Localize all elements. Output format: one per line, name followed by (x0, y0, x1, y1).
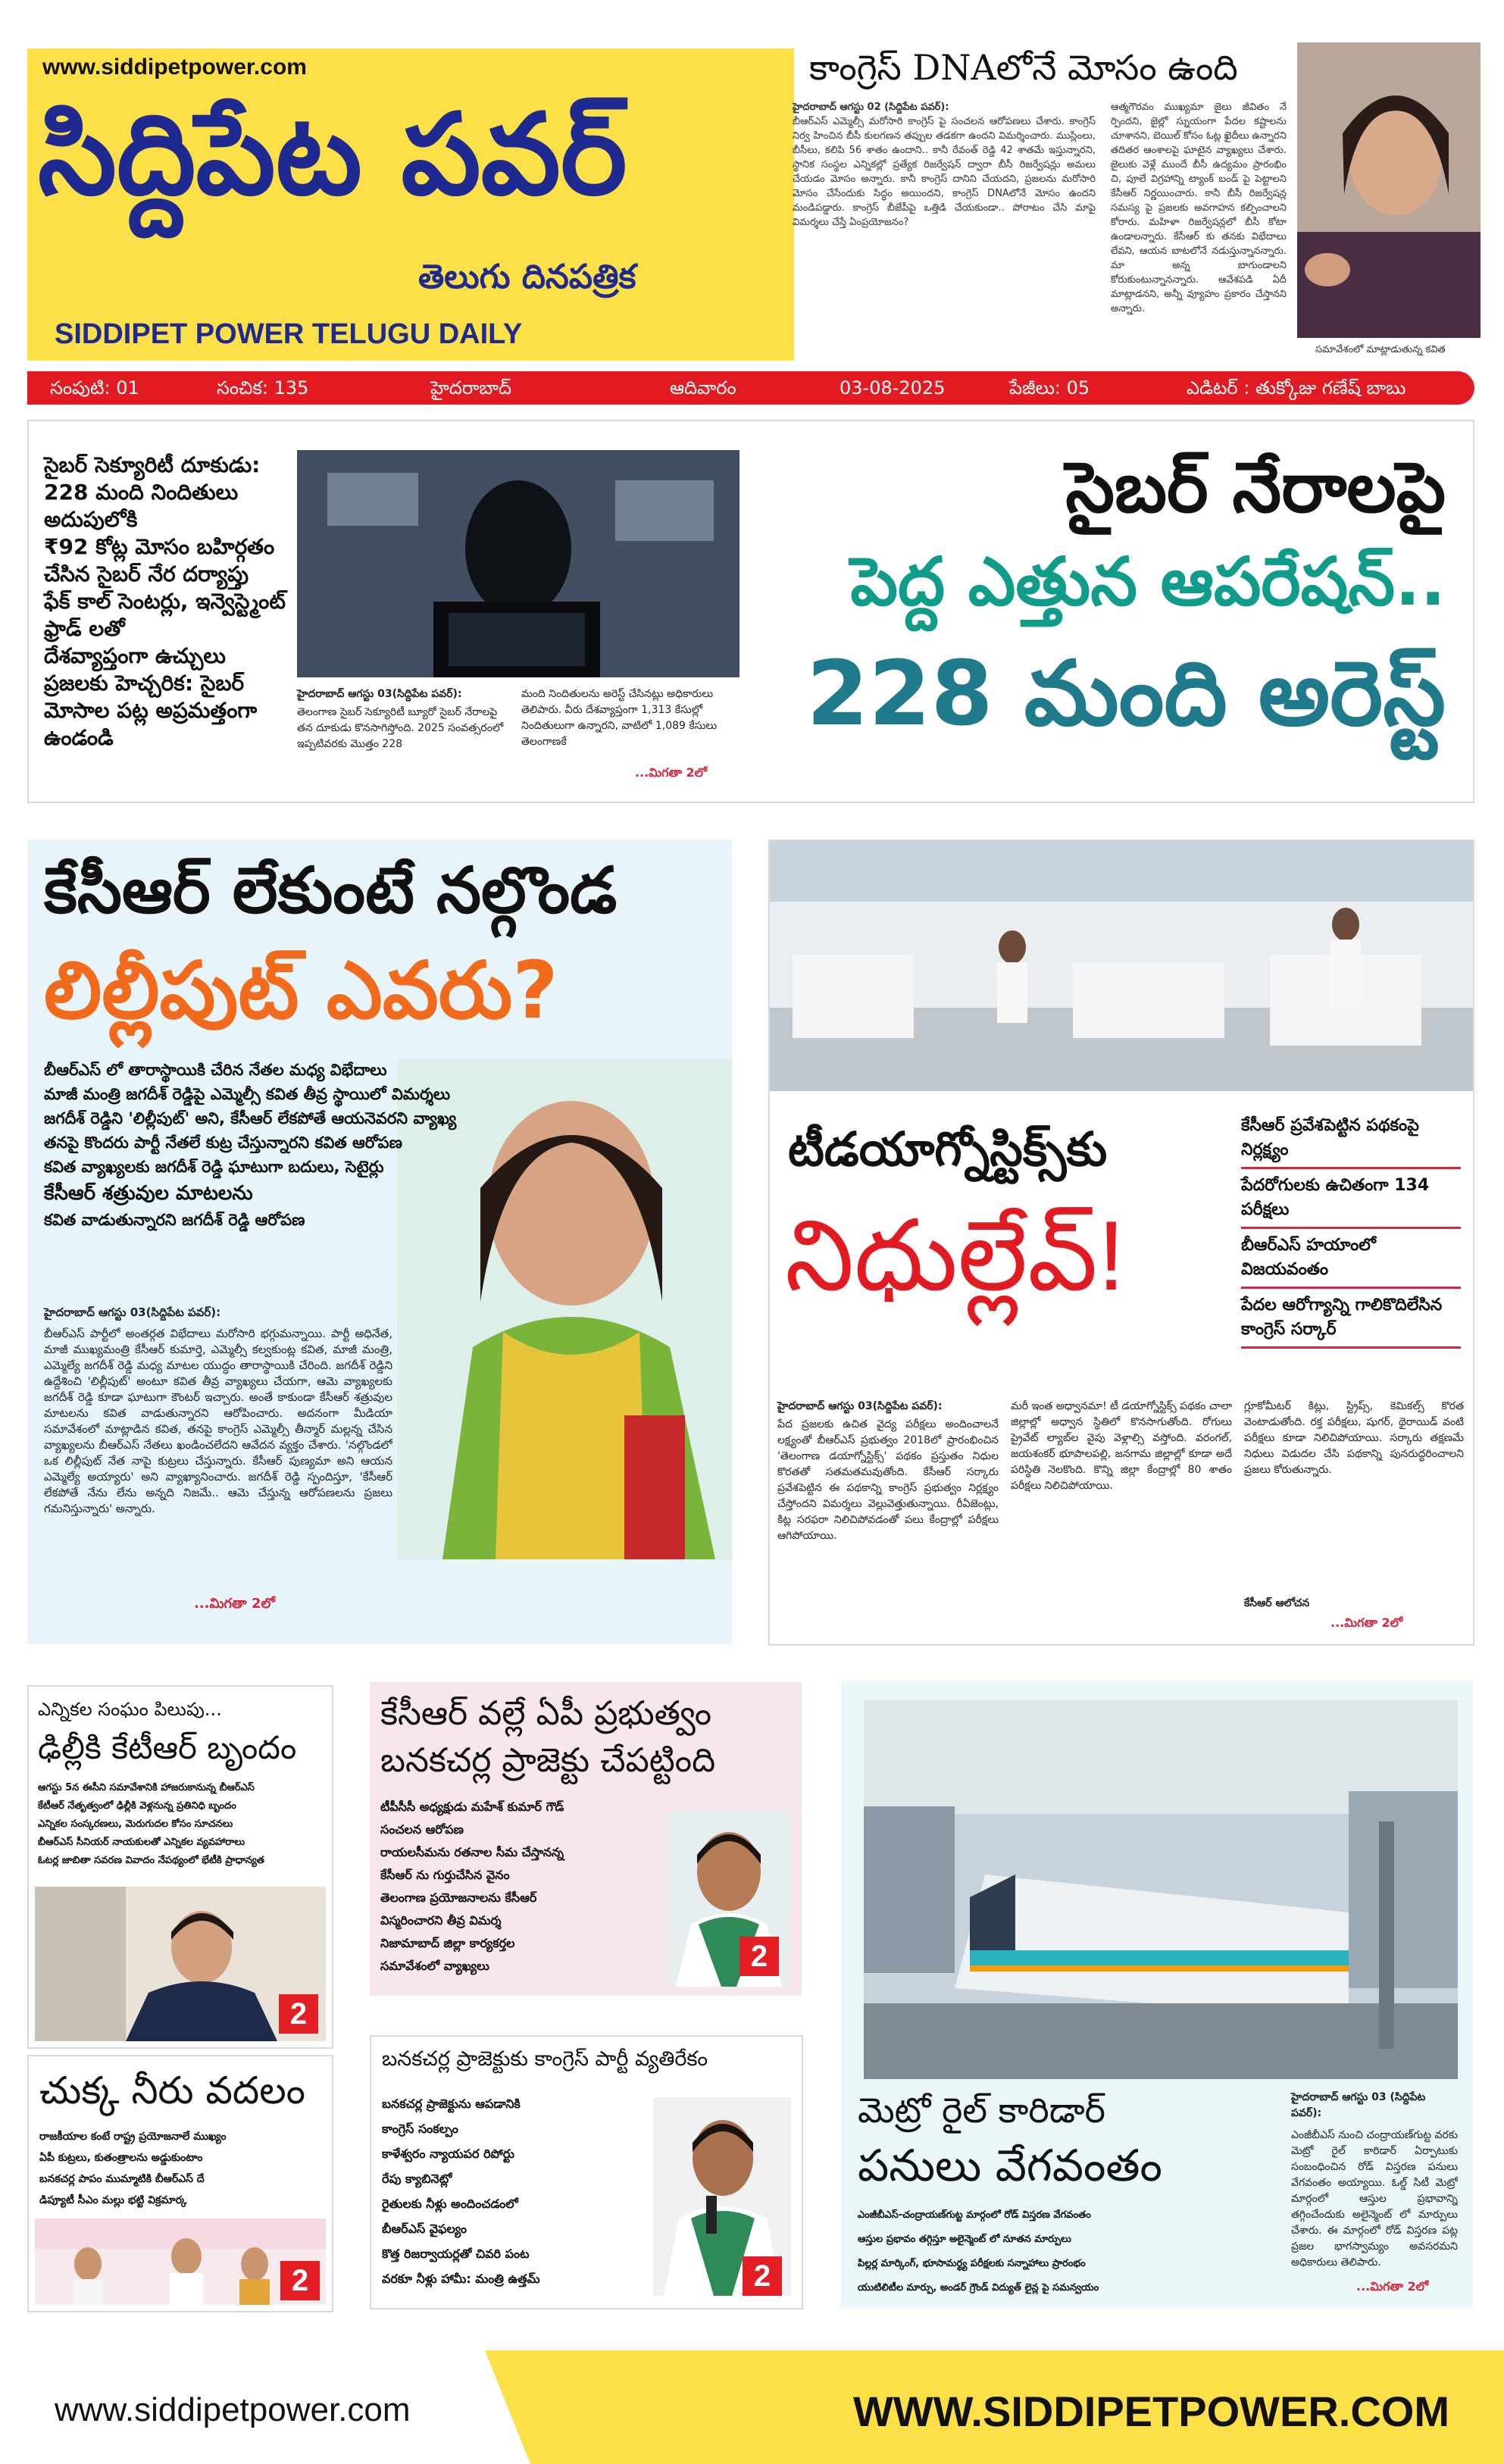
masthead-website[interactable]: www.siddipetpower.com (42, 55, 307, 80)
cyber-body-1: తెలంగాణ సైబర్ సెక్యూరిటీ బ్యూరో సైబర్ నేరాలపై తన దూకుడు కొనసాగిస్తోంది. 2025 సంవత్సరంలో ఇప్పటివరకు మొత్తం 228 (297, 706, 504, 750)
top-story-col1 (793, 100, 1096, 361)
banakacherla2-lines (382, 2091, 647, 2291)
banakacherla2-line: రేపు క్యాబినెట్లో (382, 2172, 452, 2186)
kcr-subhead: తనపై కొందరు పార్టీ నేతలే కుట్ర చేస్తున్నారని కవిత ఆరోపణ (44, 1134, 402, 1152)
ktr-lines (38, 1779, 326, 1870)
diagnostics-side-bullet: బీఆర్ఎస్ హయాంలో విజయవంతం (1241, 1234, 1461, 1289)
footer-website-right[interactable]: WWW.SIDDIPETPOWER.COM (852, 2387, 1449, 2435)
top-story-photo-caption: సమావేశంలో మాట్లాడుతున్న కవిత (1315, 344, 1446, 355)
banakacherla1-line: విస్మరించారని తీవ్ర విమర్శ (380, 1913, 502, 1928)
banakacherla1-line: టీపీసీసీ అధ్యక్షుడు మహేశ్ కుమార్ గౌడ్ (380, 1800, 564, 1814)
water-line: రాజకీయాల కంటే రాష్ట్ర ప్రయోజనాలే ముఖ్యం (39, 2131, 227, 2143)
info-editor: ఎడిటర్ : తుక్కోజు గణేష్ బాబు (1187, 377, 1406, 399)
kcr-subhead: కేసీఆర్ శత్రువుల మాటలను (44, 1182, 253, 1205)
ktr-line: బీఆర్ఎస్ సీనియర్ నాయకులతో ఎన్నికల వ్యవహారాలు (38, 1837, 245, 1848)
masthead (27, 48, 794, 361)
info-city: హైదరాబాద్ (430, 377, 511, 399)
kcr-subhead: కవిత వాడుతున్నారని జగదీశ్ రెడ్డి ఆరోపణ (44, 1211, 305, 1229)
metro-line: ఎంజీబీఎస్-చంద్రాయణ్‌గుట్ట మార్గంలో రోడ్ విస్తరణ వేగవంతం (858, 2209, 1091, 2221)
cyber-headline-3[interactable]: 228 మంది అరెస్ట్ (806, 641, 1446, 746)
metro-body: ఎంజీబీఎస్ నుంచి చంద్రాయణ్‌గుట్ట వరకు మెట్రో రైల్ కారిడార్ ఏర్పాటుకు సంబంధించిన రోడ్ విస్తరణ పనులు వేగవంతం అయ్యాయి. ఓల్డ్ సిటీ మెట్రో మార్గంలో ఆస్తుల ప్రభావాన్ని తగ్గించేందుకు అలైన్మెంట్ లో మార్పులు చేశారు. ఈ మార్గంలో రోడ్ విస్తరణ పట్ల ప్రజల భాగస్వామ్యం అవసరమని అధికారులు తెలిపారు. (1291, 2129, 1458, 2269)
ktr-line: కేటీఆర్ నేతృత్వంలో ఢిల్లీకి వెళ్లనున్న ప్రతినిధి బృందం (38, 1800, 236, 1812)
diagnostics-story (768, 840, 1474, 1646)
lab-photo (770, 841, 1473, 1091)
cyber-bullet: దేశవ్యాప్తంగా ఉచ్చులు (44, 643, 226, 668)
banakacherla2-line: వరకూ నీళ్లు హామీ: మంత్రి ఉత్తమ్ (382, 2272, 540, 2286)
ktr-line: ఓటర్ల జాబితా సవరణ వివాదం నేపథ్యంలో భేటీకి ప్రాధాన్యత (38, 1855, 264, 1866)
top-story-dateline: హైదరాబాద్ ఆగస్టు 02 (సిద్దిపేట పవర్): (793, 102, 949, 113)
top-story-headline[interactable]: కాంగ్రెస్ DNAలోనే మోసం ఉంది (809, 47, 1238, 88)
info-pages: పేజీలు: 05 (1009, 377, 1090, 399)
ktr-kicker: ఎన్నికల సంఘం పిలుపు... (38, 1699, 222, 1720)
ktr-line: ఎన్నికల సంస్కరణలు, మెరుగుదల కోసం సూచనలు (38, 1818, 233, 1830)
kcr-subhead: జగదీశ్ రెడ్డిని 'లిల్లీపుట్' అని, కేసీఆర్ లేకపోతే ఆయనెవరని వ్యాఖ్య (44, 1109, 457, 1127)
banakacherla2-line: కాంగ్రెస్ సంకల్పం (382, 2122, 458, 2136)
cyber-bullet: సైబర్ సెక్యూరిటీ దూకుడు: (44, 452, 261, 477)
hacker-photo (297, 450, 739, 677)
metro-continued[interactable]: ...మిగతా 2లో (1356, 2279, 1429, 2294)
cyber-dateline: హైదరాబాద్ ఆగస్టు 03(సిద్దిపేట పవర్): (297, 688, 462, 700)
ktr-box (27, 1685, 333, 2049)
kcr-headline-2[interactable]: లిల్లీపుట్ ఎవరు? (44, 944, 558, 1037)
info-issue: సంచిక: 135 (217, 377, 309, 399)
top-story-body-2: ఆత్మగౌరవం ముఖ్యమా జైలు జీవితం నే ర్పిందని, జైల్లో స్నుయంగా పేదల కష్టాలను చూశానని, బెయిల్ కోసం ఓట్ల ఖైదీలు ఉన్నారని తదితర ఆంశాలపై ఘాటైన వ్యాఖ్యలు చేశారు. జైలుకు వెళ్లే ముందే బీసీ ఉద్యమం ప్రారంభిం చి, పూలే విగ్రహాన్ని ట్యాంక్ బండ్ పై పెట్టాలని కేసీఆర్ నిర్ణయించారు. కానీ బీసీ రిజర్వేషన్ల సమస్య పై ప్రజలకు అవగాహన కల్పించాలని కోరారు. మహిళా రిజర్వేషన్లలో బీసీ కోటా ఉండాలన్నారు. కేసీఆర్ కు తనకు విభేదాలు లేవని, ఆయన బాటలోనే నడుస్తున్నానన్నారు. మా అన్న బాగుండాలని కోరుకుంటున్నానన్నారు. ఆవేశపడి ఏదీ మాట్లాడనని, అన్నీ వ్యూహం ప్రకారం చేస్తానని అన్నారు. (1111, 102, 1287, 314)
diagnostics-side-bullet: పేదరోగులకు ఉచితంగా 134 పరీక్షలు (1241, 1174, 1461, 1229)
banakacherla1-line: సమావేశంలో వ్యాఖ్యలు (380, 1959, 489, 1973)
diagnostics-headline-1[interactable]: టీడయాగ్నోస్టిక్స్‌కు (788, 1121, 1108, 1177)
banakacherla1-lines (380, 1796, 661, 1978)
info-volume: సంపుటి: 01 (50, 377, 139, 399)
cyber-headline-1[interactable]: సైబర్ నేరాలపై (1065, 447, 1446, 528)
water-line: బనకచర్ల పాపం ముమ్మాటికి బీఆర్ఎస్ దే (39, 2173, 205, 2185)
kcr-dateline: హైదరాబాద్ ఆగస్టు 03(సిద్దిపేట పవర్): (44, 1305, 221, 1319)
banakacherla2-line: కాళేశ్వరం న్యాయపర రిపోర్టు (382, 2147, 514, 2161)
banakacherla2-headline[interactable]: బనకచర్ల ప్రాజెక్టుకు కాంగ్రెస్ పార్టీ వ్యతిరేకం (382, 2047, 708, 2071)
kcr-body: బీఆర్ఎస్ పార్టీలో అంతర్గత విభేదాలు మరోసారి భగ్గుమన్నాయి. పార్టీ అధినేత, మాజీ ముఖ్యమంత్రి కేసీఆర్ కుమార్తె, ఎమ్మెల్సీ కల్వకుంట్ల కవిత, మాజీ మంత్రి, ఎమ్మెల్యే జగదీశ్ రెడ్డి మధ్య మాటల యుద్ధం తారాస్థాయికి చేరింది. జగదీశ్ రెడ్డిని ఉద్దేశించి 'లిల్లీపుట్' అంటూ కవిత తీవ్ర వ్యాఖ్యలు చేయగా, ఆమె వ్యాఖ్యలకు జగదీశ్ రెడ్డి కూడా ఘాటుగా కౌంటర్ ఇచ్చారు. అంతే కాకుండా కేసీఆర్ శత్రువుల మాటలను కవిత వాడుతున్నారని ఆరోపించారు. అదనంగా మీడియా సమావేశంలో మాట్లాడిన కవిత, తనపై కాంగ్రెస్ ఎమ్మెల్సీ తీన్మార్ మల్లన్న చేసిన వ్యాఖ్యలను బీఆర్ఎస్ నేతలు ఖండించలేదని ఆవేదన వ్యక్తం చేశారు. 'నల్గొండలో ఒక లిల్లీపుట్ నేత నాపై కుట్రలు చేస్తున్నారు. కేసీఆర్ పుణ్యమా అని ఆయన ఎమ్మెల్యే అయ్యారు' అని వ్యాఖ్యానించారు. జగదీశ్ రెడ్డి స్పందిస్తూ, 'కేసీఆర్ లేకపోతే నేను లేను అన్నది నిజమే.. ఆమె చేస్తున్న ఆరోపణలను ప్రజలు గమనిస్తున్నారు' అన్నారు. (44, 1327, 392, 1515)
banakacherla2-line: కొత్త రిజర్వాయర్లతో చివరి పంట (382, 2247, 530, 2261)
kcr-subhead: బీఆర్ఎస్ లో తారాస్థాయికి చేరిన నేతల మధ్య విభేదాలు (44, 1061, 387, 1079)
cyber-section (27, 420, 1474, 803)
banakacherla1-line: నిజామాబాద్ జిల్లా కార్యకర్తల (380, 1936, 515, 1950)
metro-headline-1[interactable]: మెట్రో రైల్ కారిడార్ (858, 2090, 1105, 2131)
banakacherla1-line: రాయలసీమను రతనాల సీమ చేస్తానన్న (380, 1845, 564, 1859)
cyber-bullet: ప్రజలకు హెచ్చరిక: సైబర్ మోసాల పట్ల అప్రమత్తంగా ఉండండి (44, 671, 258, 750)
banakacherla2-line: బీఆర్ఎస్ వైఫల్యం (382, 2222, 467, 2236)
metro-lines (858, 2203, 1279, 2300)
kcr-subhead: మాజీ మంత్రి జగదీశ్ రెడ్డిపై ఎమ్మెల్సీ కవిత తీవ్ర స్థాయిలో విమర్శలు (44, 1085, 451, 1103)
banakacherla1-line: సంచలన ఆరోపణ (380, 1822, 464, 1837)
banakacherla2-line: బనకచర్ల ప్రాజెక్టును ఆపడానికి (382, 2097, 521, 2111)
banakacherla2-page-ref[interactable]: 2 (743, 2256, 782, 2296)
masthead-english-name: SIDDIPET POWER TELUGU DAILY (55, 318, 523, 350)
kcr-headline-1[interactable]: కేసీఆర్ లేకుంటే నల్గొండ (44, 853, 618, 927)
cyber-bullet: చేసిన సైబర్ నేర దర్యాప్తు (44, 561, 249, 586)
diagnostics-continued[interactable]: ...మిగతా 2లో (1330, 1615, 1403, 1630)
metro-story (841, 1681, 1473, 2308)
top-story-photo-wrap (1297, 42, 1481, 338)
kcr-subheads (44, 1058, 483, 1232)
banakacherla-story-1 (370, 1682, 802, 1996)
banakacherla1-headline-1[interactable]: కేసీఆర్ వల్లే ఏపీ ప్రభుత్వం (380, 1694, 712, 1733)
diagnostics-col3: గ్లూకోమీటర్ కిట్లు, స్ట్రిప్స్, కెమికల్స్ కొరత వెంటాడుతోంది. రక్త పరీక్షలు, షుగర్, థైరాయిడ్ వంటి పరీక్షలు కూడా నిలిచిపోయాయి. సర్కారు తక్షణమే నిధులు విడుదల చేసి పథకాన్ని పునరుద్ధరించాలని ప్రజలు కోరుతున్నారు. (1244, 1400, 1464, 1476)
top-story-body-1: బీఆర్ఎస్ ఎమ్మెల్సీ మరోసారి కాంగ్రెస్ పై సంచలన ఆరోపణలు చేశారు. కాంగ్రెస్ నిర్వ హించిన బీసీ కులగణన తప్పుల తడకగా ఉందని విమర్శించారు. ముస్లింలు, బీసీలు, కలిపి 56 శాతం ఉందాని.. కానీ రేవంత్ రెడ్డి 42 శాతమే ఇస్తున్నారని, స్థానిక సంస్థల ఎన్నికల్లో ప్రత్యేక రిజర్వేషన్ ద్వారా బీసీ రిజర్వేషన్లు అమలు చేయడం మోసం అన్నారు. కానీ కాంగ్రెస్ దానిని చేయదని, ప్రజలను మరోసారి మోసం చేసేందుకు సిద్ధం అయిందని, కాంగ్రెస్ DNAలోనే మోసం ఉందని మండిపడ్డారు. కాంగ్రెస్ బీజేపీపై ఒత్తిడి చేయకుండా.. పోరాటం చేసి మాపై విమర్శలు చేస్తే ఏంప్రయోజనం? (793, 116, 1096, 228)
banakacherla1-page-ref[interactable]: 2 (739, 1937, 779, 1976)
diagnostics-col2: మరీ ఇంత అధ్వానమా! టీ డయాగ్నోస్టిక్స్ పథకం చాలా జిల్లాల్లో అధ్వాన స్థితిలో కొనసాగుతోంది. రోగులు ప్రైవేట్ ల్యాబ్‌ల వైపు వెళ్లాల్సి వస్తోంది. వరంగల్, జయశంకర్ భూపాలపల్లి, జనగామ జిల్లాల్లో కూడా అదే పరిస్థితి నెలకొంది. కొన్ని జిల్లా కేంద్రాల్లో 80 శాతం పరీక్షలు నిలిచిపోయాయి. (1011, 1400, 1232, 1492)
diagnostics-col1: పేద ప్రజలకు ఉచిత వైద్య పరీక్షలు అందించాలనే లక్ష్యంతో బీఆర్ఎస్ ప్రభుత్వం 2018లో ప్రారంభించిన 'తెలంగాణ డయాగ్నోస్టిక్స్' పథకం ప్రస్తుతం నిధుల కొరతతో సతమతమవుతోంది. కేసీఆర్ సర్కారు ప్రవేశపెట్టిన ఈ పథకాన్ని కాంగ్రెస్ ప్రభుత్వం నిర్లక్ష్యం చేస్తోందని విమర్శలు వెల్లువెత్తుతున్నాయి. రీఏజెంట్లు, కిట్ల సరఫరా నిలిచిపోవడంతో పలు కేంద్రాల్లో పరీక్షలు ఆగిపోయాయి. (777, 1418, 999, 1542)
masthead-subtitle: తెలుగు దినపత్రిక (418, 258, 636, 296)
water-headline[interactable]: చుక్క నీరు వదలం (39, 2068, 306, 2112)
metro-line: పిల్లర్ల మార్కింగ్, భూసామర్థ్య పరీక్షలకు సన్నాహాలు ప్రారంభం (858, 2258, 1086, 2269)
banakacherla1-line: తెలంగాణ ప్రయోజనాలను కేసీఆర్ (380, 1890, 537, 1905)
info-bar (27, 371, 1474, 405)
water-page-ref[interactable]: 2 (280, 2261, 320, 2300)
cyber-bullet: ఫేక్ కాల్ సెంటర్లు, ఇన్వెస్ట్మెంట్ ఫ్రాడ్ లతో (44, 589, 286, 641)
diagnostics-side-bullets (1241, 1114, 1461, 1349)
kcr-story (27, 840, 732, 1644)
diagnostics-side-bullet: కేసీఆర్ ప్రవేశపెట్టిన పథకంపై నిర్లక్ష్యం (1241, 1114, 1461, 1169)
banakacherla-story-2 (370, 2035, 803, 2309)
banakacherla1-line: కేసీఆర్ ను గుర్తుచేసిన వైనం (380, 1868, 510, 1882)
water-line: ఏపీ కుట్రలు, కుతంత్రాలను అడ్డుకుంటాం (39, 2152, 203, 2164)
ktr-page-ref[interactable]: 2 (279, 1994, 318, 2034)
kcr-continued[interactable]: ...మిగతా 2లో (194, 1596, 276, 1612)
footer (0, 2350, 1504, 2464)
cyber-bullet: ₹92 కోట్ల మోసం బహిర్గతం (44, 534, 275, 559)
metro-line: యుటిలిటీల మార్పు, అండర్ గ్రౌండ్ విద్యుత్ లైన్ల పై సమన్వయం (858, 2282, 1099, 2294)
cyber-body-2: మంది నిందితులను అరెస్ట్ చేసినట్లు అధికారులు తెలిపారు. వీరు దేశవ్యాప్తంగా 1,313 కేసుల్లో నిందితులుగా ఉన్నారని, వాటిలో 1,089 కేసులు తెలంగాణకే (521, 688, 718, 748)
metro-dateline: హైదరాబాద్ ఆగస్టు 03 (సిద్దిపేట పవర్): (1291, 2091, 1426, 2119)
water-lines (39, 2126, 327, 2211)
top-story-col2 (1111, 100, 1287, 361)
water-box (27, 2055, 333, 2312)
footer-website-left[interactable]: www.siddipetpower.com (55, 2391, 411, 2428)
info-day: ఆదివారం (670, 377, 736, 399)
masthead-title: సిద్దిపేట పవర్ (38, 89, 627, 220)
cyber-continued[interactable]: ...మిగతా 2లో (635, 765, 708, 780)
water-line: డిప్యూటీ సీఎం మల్లు భట్టి విక్రమార్క (39, 2194, 187, 2206)
diagnostics-note: కేసీఆర్ ఆలోచన (1244, 1597, 1310, 1609)
diagnostics-dateline: హైదరాబాద్ ఆగస్టు 03(సిద్దిపేట పవర్): (777, 1400, 943, 1412)
cyber-headline-2[interactable]: పెద్ద ఎత్తున ఆపరేషన్.. (850, 543, 1446, 621)
diagnostics-side-bullet: పేదల ఆరోగ్యాన్ని గాలికొదిలేసిన కాంగ్రెస్ సర్కార్ (1241, 1293, 1461, 1349)
cyber-bullet: 228 మంది నిందితులు అదుపులోకి (44, 480, 239, 532)
diagnostics-headline-2[interactable]: నిధుల్లేవ్! (785, 1200, 1125, 1311)
ktr-line: ఆగస్టు 5న ఈసీని సమావేశానికి హాజరుకానున్న బీఆర్ఎస్ (38, 1782, 255, 1793)
kcr-subhead: కవిత వ్యాఖ్యలకు జగదీశ్ రెడ్డి ఘాటుగా బదులు, సెటైర్లు (44, 1158, 384, 1176)
metro-line: ఆస్తుల ప్రభావం తగ్గిస్తూ అలైన్మెంట్ లో నూతన మార్పులు (858, 2234, 1071, 2245)
top-story (793, 42, 1481, 364)
cyber-bullets (44, 452, 288, 752)
ktr-headline[interactable]: ఢిల్లీకి కేటీఆర్ బృందం (38, 1729, 297, 1766)
banakacherla1-headline-2[interactable]: బనకచర్ల ప్రాజెక్టు చేపట్టింది (380, 1741, 716, 1780)
metro-photo (864, 1700, 1458, 2079)
metro-headline-2[interactable]: పనులు వేగవంతం (858, 2140, 1162, 2191)
banakacherla2-line: రైతులకు నీళ్లు అందించడంలో (382, 2197, 518, 2211)
top-story-photo (1297, 42, 1481, 338)
info-date: 03-08-2025 (840, 377, 946, 399)
